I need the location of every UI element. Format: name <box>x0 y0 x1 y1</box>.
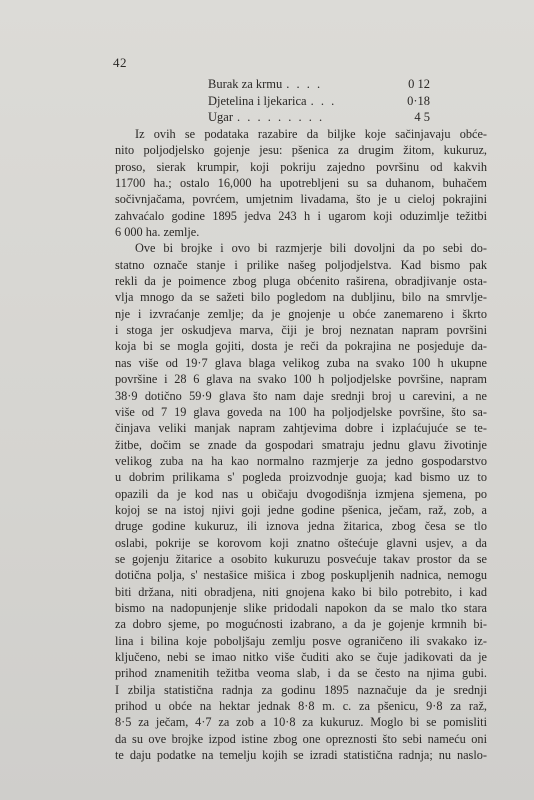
text-line: nito poljodjelsko gojenje jesu: pšenica za drugim žitom, kukuruz, <box>115 143 487 158</box>
table-row-value: 4 5 <box>414 110 430 124</box>
table-row <box>208 76 430 93</box>
text-line: ključeno, nebi se imao nitko više čuditi ako se čuje jadikovati da je <box>115 650 487 664</box>
text-line: u dobrim prilikama s' pogleda proizvodnje guoja; kad bismo uz to <box>115 470 487 485</box>
text-line: bismo na nadopunjenje slike pridodali napokon da se malo tko stara <box>115 600 487 615</box>
text-line: prihod u obće na hektar jednak 8·8 m. c. za pšenicu, 9·8 za raž, <box>115 699 487 714</box>
text-line: zahvaćalo godine 1895 jedva 243 h i ugarom koji oduzimlje težitbi <box>115 208 487 223</box>
text-line: biti držana, niti obradjena, niti gnojena kako bi bilo potrebito, i kad <box>115 584 487 599</box>
page-number: 42 <box>113 55 127 70</box>
crop-table <box>208 76 430 126</box>
text-line: vlja mnogo da se sažeti bilo pogledom na dubljinu, bilo na smrvlje- <box>115 290 487 305</box>
text-line: 6 000 ha. zemlje. <box>115 225 200 240</box>
table-row-label: Ugar <box>208 110 233 124</box>
table-row-leader-dots: . . . . <box>286 77 323 91</box>
text-line: prihod znamenitih težitba veoma slab, i da se često na njima gubi. <box>115 666 487 681</box>
text-line: te daju podatke na temelju kojih se izradi statistična radnja; nu naslo- <box>115 748 487 763</box>
table-row <box>208 109 430 126</box>
table-row-value: 0 12 <box>408 77 430 91</box>
text-line: lina i bilina koje poboljšaju zemlju posve ograničeno ili svakako iz- <box>115 633 487 648</box>
text-line: proso, sierak krumpir, koji pokriju zajedno površinu od kakvih <box>115 159 487 174</box>
text-line: 11700 ha.; ostalo 16,000 ha upotrebljeni su sa duhanom, buhačem <box>115 176 487 191</box>
text-line: I zbilja statistična radnja za godinu 1895 naznačuje da je srednji <box>115 682 487 697</box>
text-line: i stoga jer oskudjeva marva, čiji je broj neznatan napram površini <box>115 323 487 338</box>
text-line: nje i izvraćanje zemlje; da je gnojenje u obće zanemareno i škrto <box>115 306 487 321</box>
table-row-leader-dots: . . . <box>310 93 337 108</box>
text-line: da su ove brojke izpod istine zbog one opreznosti što sebi nameću oni <box>115 731 487 746</box>
text-line: oslabi, pokrije se korovom koji znatno oštećuje glavni usjev, a da <box>115 535 487 550</box>
table-row-leader-dots: . . . . . . . . . <box>237 110 325 124</box>
table-row <box>208 93 430 110</box>
text-line: nas više od 19·7 glava blaga velikog zuba na svako 100 h ukupne <box>115 355 487 370</box>
text-line: opazili da je kod nas u običaju dvogodišnja izmjena sjemena, po <box>115 486 487 501</box>
table-row-label: Djetelina i ljekarica <box>208 93 307 108</box>
table-row-label: Burak za krmu <box>208 77 283 91</box>
text-line: Ove bi brojke i ovo bi razmjerje bili dovoljni da po sebi do- <box>135 241 487 256</box>
text-line: velikog zuba na ha kao normalno razmjerje za jedno gospodarstvo <box>115 453 487 468</box>
text-line: se gojenju žitarice a osobito kukuruzu posvećuje takav prostor da se <box>115 551 487 566</box>
text-line: 38·9 dotično 59·9 glava što nam daje srednji broj u carevini, a ne <box>115 388 487 403</box>
text-line: žitbe, dočim se znade da gospodari smatraju jednu glavu životinje <box>115 437 487 452</box>
text-line: rekli da je poimence zbog pluga obćenito raširena, obradjivanje osta- <box>115 274 487 289</box>
body-text <box>115 126 487 763</box>
table-row-value: 0·18 <box>407 93 430 108</box>
text-line: Iz ovih se podataka razabire da biljke koje sačinjavaju obće- <box>135 127 487 141</box>
text-line: površine i 28 6 glava na svako 100 h poljodjelske površine, napram <box>115 372 487 387</box>
text-line: dotična polja, s' nestašice mišica i zbog poskupljenih nadnica, nemogu <box>115 568 487 583</box>
text-line: koja bi se mogla gojiti, dosta je reči da pokrajina ne posjeduje da- <box>115 339 487 354</box>
text-line: 8·5 za ječam, 4·7 za zob a 10·8 za kukuruz. Moglo bi se pomisliti <box>115 715 487 730</box>
text-line: kojoj se na istoj njivi goji jedne godine pšenica, ječam, raž, zob, a <box>115 502 487 517</box>
text-line: za dobro sjeme, po mogućnosti izabrano, a da je gojenje krmnih bi- <box>115 617 487 632</box>
text-line: statno označe stanje i prilike našeg poljodjelstva. Kad bismo pak <box>115 257 487 272</box>
text-line: druge godine kukuruz, ili iznova jedna žitarica, zbog česa se tlo <box>115 519 487 534</box>
text-line: više od 7 19 glava goveda na 100 ha poljodjelske površine, što sa- <box>115 404 487 419</box>
text-line: činjava veliki manjak napram zahtjevima dobre i izplaćujuće se te- <box>115 421 487 436</box>
text-line: sočivnjačama, povrćem, umjetnim livadama, što je u cieloj pokrajini <box>115 192 487 207</box>
